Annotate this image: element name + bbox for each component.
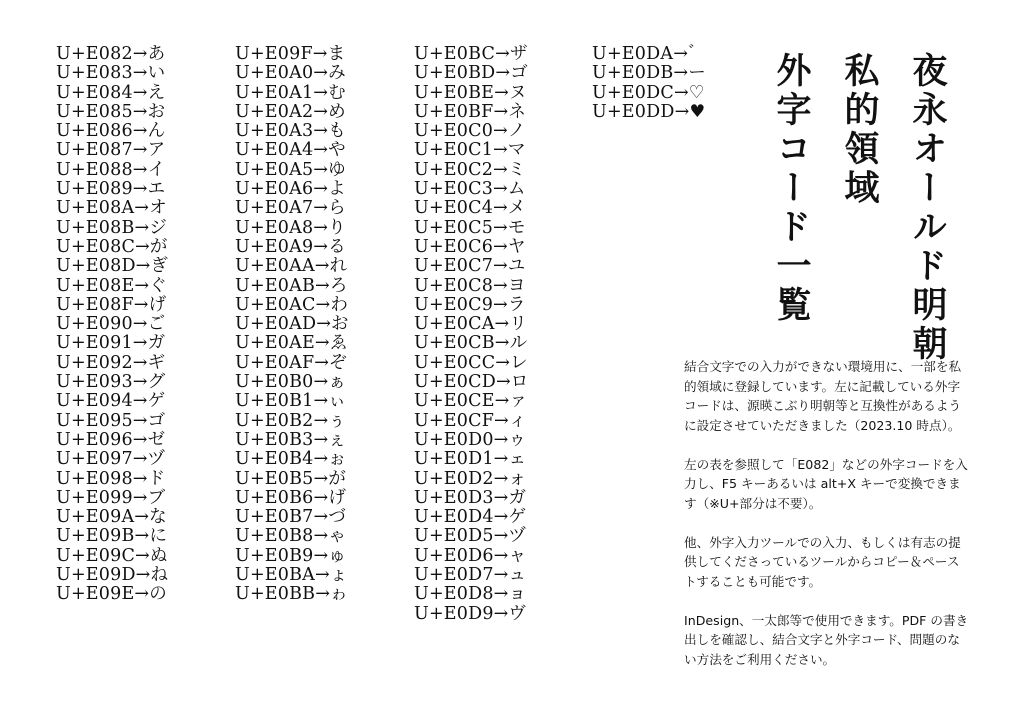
code-entry: U+E093→グ: [56, 372, 166, 393]
code-entry: U+E0D7→ュ: [414, 565, 527, 586]
code-entry: U+E087→ア: [56, 140, 166, 161]
code-entry: U+E0D9→ヴ: [414, 603, 527, 624]
code-entry: U+E0AE→ゑ: [235, 333, 348, 354]
code-entry: U+E0B1→ぃ: [235, 391, 347, 412]
code-column-3: [414, 45, 529, 624]
code-entry: U+E099→ブ: [56, 487, 166, 508]
code-entry: U+E0A3→も: [235, 121, 346, 142]
code-entry: U+E0DD→♥: [592, 101, 706, 122]
code-entry: U+E09E→の: [56, 584, 167, 605]
code-entry: U+E0D5→ヅ: [414, 526, 527, 547]
code-entry: U+E0BF→ネ: [414, 101, 527, 122]
code-entry: U+E090→ご: [56, 314, 166, 335]
code-entry: U+E08E→ぐ: [56, 275, 167, 296]
code-entry: U+E0AD→お: [235, 314, 349, 335]
code-entry: U+E0D3→ガ: [414, 487, 527, 508]
code-entry: U+E0DC→♡: [592, 82, 705, 103]
code-entry: U+E0A7→ら: [235, 198, 346, 219]
code-entry: U+E0C8→ヨ: [414, 275, 526, 296]
code-entry: U+E0B9→ゅ: [235, 545, 347, 566]
code-entry: U+E0C9→ラ: [414, 294, 526, 315]
note-paragraph-2: 左の表を参照して「E082」などの外字コードを入力し、F5 キーあるいは alt+X キーで変換できます（※U+部分は不要）。: [684, 456, 968, 511]
code-entry: U+E0BA→ょ: [235, 565, 348, 586]
code-column-2: [235, 45, 349, 605]
code-entry: U+E0BB→ゎ: [235, 584, 348, 605]
code-entry: U+E083→い: [56, 63, 166, 84]
code-entry: U+E0A1→む: [235, 82, 346, 103]
code-entry: U+E0B7→づ: [235, 507, 347, 528]
code-entry: U+E089→エ: [56, 179, 166, 200]
code-entry: U+E0AA→れ: [235, 256, 348, 277]
code-entry: U+E0B4→ぉ: [235, 449, 347, 470]
code-entry: U+E0D8→ョ: [414, 584, 527, 605]
code-entry: U+E0BC→ザ: [414, 44, 528, 64]
code-entry: U+E0C5→モ: [414, 217, 526, 238]
code-entry: U+E084→え: [56, 82, 166, 103]
code-entry: U+E0C6→ヤ: [414, 236, 526, 257]
code-entry: U+E0BD→ゴ: [414, 63, 528, 84]
code-entry: U+E0D1→ェ: [414, 449, 527, 470]
note-paragraph-1: 結合文字での入力ができない環境用に、一部を私的領域に登録しています。左に記載している外字コードは、源暎こぶり明朝等と互換性があるように設定させていただきました（2023.10 時点）。: [684, 359, 962, 433]
code-entry: U+E0DB→ー: [592, 63, 706, 84]
code-entry: U+E0C7→ユ: [414, 256, 526, 277]
code-entry: U+E0A9→る: [235, 236, 346, 257]
code-entry: U+E0B0→ぁ: [235, 372, 347, 393]
code-entry: U+E086→ん: [56, 121, 166, 142]
code-entry: U+E0B2→ぅ: [235, 410, 347, 431]
code-entry: U+E095→ゴ: [56, 410, 166, 431]
code-entry: U+E0CE→ァ: [414, 391, 528, 412]
code-entry: U+E09C→ぬ: [56, 545, 168, 566]
code-entry: U+E0CD→ロ: [414, 372, 529, 393]
code-entry: U+E0A2→め: [235, 101, 346, 122]
code-entry: U+E08D→ぎ: [56, 256, 169, 277]
code-entry: U+E094→ゲ: [56, 391, 166, 412]
code-entry: U+E098→ド: [56, 468, 166, 489]
code-entry: U+E0A5→ゆ: [235, 159, 346, 180]
code-entry: U+E0C1→マ: [414, 140, 526, 161]
code-entry: U+E0C2→ミ: [414, 159, 526, 180]
code-entry: U+E0CF→ィ: [414, 410, 527, 431]
code-entry: U+E0C3→ム: [414, 179, 526, 200]
code-entry: U+E0C4→メ: [414, 198, 526, 219]
code-entry: U+E0A8→り: [235, 217, 346, 238]
code-entry: U+E0CB→ル: [414, 333, 528, 354]
code-entry: U+E0B5→が: [235, 468, 347, 489]
note-paragraph-3: 他、外字入力ツールでの入力、もしくは有志の提供してくださっているツールからコピー＆ペーストすることも可能です。: [684, 534, 961, 589]
code-entry: U+E0D2→ォ: [414, 468, 527, 489]
code-entry: U+E092→ギ: [56, 352, 166, 373]
code-entry: U+E0CC→レ: [414, 352, 528, 373]
code-entry: U+E0D6→ャ: [414, 545, 527, 566]
code-entry: U+E0CA→リ: [414, 314, 528, 335]
code-entry: U+E0B3→ぇ: [235, 429, 347, 450]
notes-section: [684, 357, 969, 689]
code-entry: U+E09A→な: [56, 507, 167, 528]
code-entry: U+E097→ヅ: [56, 449, 166, 470]
code-entry: U+E085→お: [56, 101, 166, 122]
code-entry: U+E091→ガ: [56, 333, 166, 354]
code-entry: U+E0B8→ゃ: [235, 526, 347, 547]
code-entry: U+E0BE→ヌ: [414, 82, 527, 103]
code-entry: U+E08F→げ: [56, 294, 167, 315]
code-entry: U+E0A6→よ: [235, 179, 346, 200]
title-line-3: 外字コード一覧: [771, 52, 812, 325]
code-entry: U+E082→あ: [56, 44, 166, 64]
code-entry: U+E0B6→げ: [235, 487, 347, 508]
code-entry: U+E0D0→ゥ: [414, 429, 527, 450]
code-column-1: [56, 45, 168, 605]
code-entry: U+E0A4→や: [235, 140, 346, 161]
title-line-2: 私的領域: [839, 52, 880, 208]
code-entry: U+E08A→オ: [56, 198, 167, 219]
code-entry: U+E0A0→み: [235, 63, 346, 84]
code-entry: U+E09B→に: [56, 526, 168, 547]
code-entry: U+E0D4→ゲ: [414, 507, 527, 528]
code-entry: U+E0DA→゛: [592, 44, 706, 64]
code-entry: U+E09F→ま: [235, 44, 346, 64]
code-entry: U+E088→イ: [56, 159, 166, 180]
title-line-1: 夜永オールド明朝: [907, 52, 948, 364]
code-entry: U+E0AB→ろ: [235, 275, 348, 296]
code-entry: U+E08C→が: [56, 236, 168, 257]
code-entry: U+E0AC→わ: [235, 294, 349, 315]
code-entry: U+E08B→ジ: [56, 217, 168, 238]
code-entry: U+E09D→ね: [56, 565, 169, 586]
code-entry: U+E096→ゼ: [56, 429, 166, 450]
note-paragraph-4: InDesign、一太郎等で使用できます。PDF の書き出しを確認し、結合文字と外字コード、問題のない方法をご利用ください。: [684, 612, 969, 667]
code-entry: U+E0AF→ぞ: [235, 352, 347, 373]
code-column-4: [592, 45, 706, 122]
code-entry: U+E0C0→ノ: [414, 121, 526, 142]
